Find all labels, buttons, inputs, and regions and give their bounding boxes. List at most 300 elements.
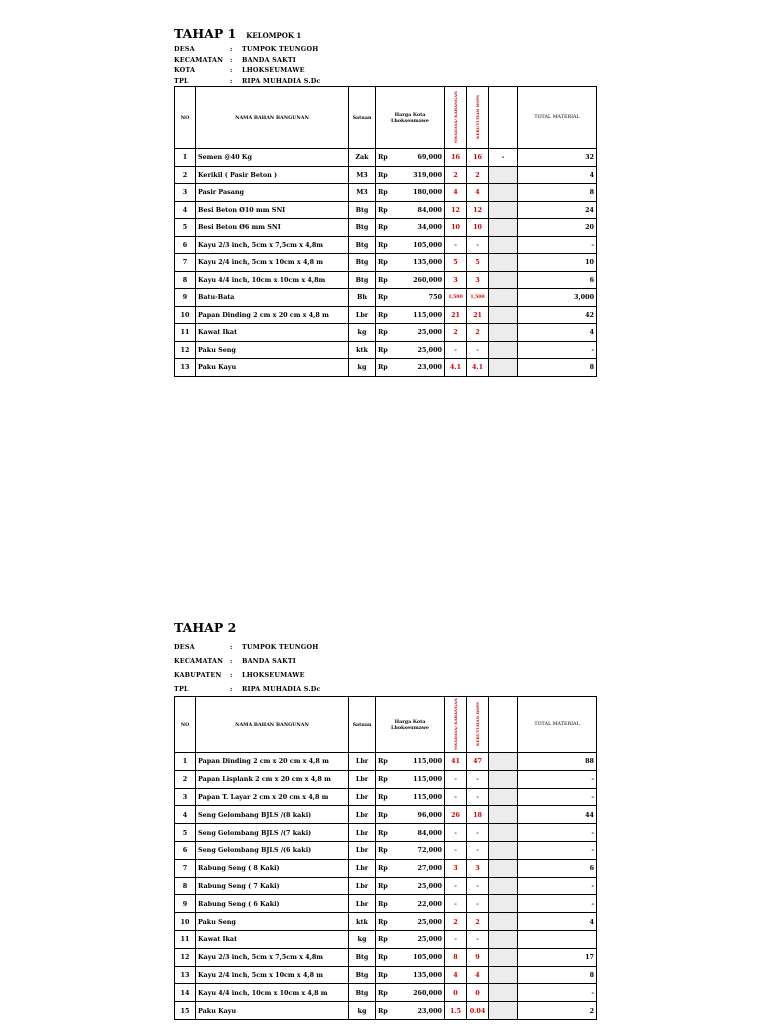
row-satuan: Lbr (349, 306, 376, 324)
row-extra (489, 806, 518, 824)
row-currency: Rp (376, 841, 390, 859)
row-currency: Rp (376, 966, 390, 984)
row-material-name: Rabung Seng ( 7 Kaki) (196, 877, 349, 895)
row-kebutuhan: 21 (467, 306, 489, 324)
row-satuan: kg (349, 930, 376, 948)
row-swadaya: - (445, 824, 467, 842)
row-kebutuhan: 3 (467, 859, 489, 877)
row-extra (489, 201, 518, 219)
row-swadaya: - (445, 770, 467, 788)
row-material-name: Papan Dinding 2 cm x 20 cm x 4,8 m (196, 753, 349, 771)
row-extra (489, 948, 518, 966)
row-extra (489, 984, 518, 1002)
row-price: 105,000 (390, 236, 445, 254)
row-satuan: M3 (349, 184, 376, 202)
table-row (175, 166, 597, 184)
row-no: 10 (175, 306, 196, 324)
table-header-row (175, 697, 597, 753)
row-kebutuhan: 4 (467, 184, 489, 202)
row-satuan: Btg (349, 219, 376, 237)
tahap-1-meta (174, 44, 596, 86)
row-no: 1 (175, 149, 196, 167)
row-currency: Rp (376, 930, 390, 948)
table-row (175, 788, 597, 806)
row-material-name: Kayu 2/4 inch, 5cm x 10cm x 4,8 m (196, 966, 349, 984)
row-satuan: ktk (349, 913, 376, 931)
table-body-1 (175, 87, 597, 377)
table-body-2 (175, 697, 597, 1020)
row-swadaya: 16 (445, 149, 467, 167)
row-extra (489, 341, 518, 359)
header-name: NAMA BAHAN BANGUNAN (196, 87, 349, 149)
row-no: 7 (175, 254, 196, 272)
row-satuan: Btg (349, 966, 376, 984)
table-row (175, 236, 597, 254)
row-total: - (518, 788, 597, 806)
row-swadaya: 10 (445, 219, 467, 237)
row-satuan: Lbr (349, 753, 376, 771)
row-currency: Rp (376, 788, 390, 806)
row-material-name: Papan T. Layar 2 cm x 20 cm x 4,8 m (196, 788, 349, 806)
row-price: 25,000 (390, 341, 445, 359)
row-extra (489, 236, 518, 254)
row-total: 17 (518, 948, 597, 966)
row-total: - (518, 984, 597, 1002)
materials-table-1 (174, 86, 597, 377)
row-no: 5 (175, 824, 196, 842)
row-extra (489, 770, 518, 788)
row-total: 6 (518, 271, 597, 289)
row-no: 10 (175, 913, 196, 931)
header-satuan: Satuan (349, 697, 376, 753)
row-swadaya: 0 (445, 984, 467, 1002)
row-no: 8 (175, 877, 196, 895)
row-satuan: Btg (349, 254, 376, 272)
row-currency: Rp (376, 877, 390, 895)
row-currency: Rp (376, 184, 390, 202)
row-total: - (518, 236, 597, 254)
row-extra (489, 184, 518, 202)
table-row (175, 770, 597, 788)
row-total: 20 (518, 219, 597, 237)
row-swadaya: 2 (445, 913, 467, 931)
row-satuan: Zak (349, 149, 376, 167)
row-currency: Rp (376, 271, 390, 289)
meta-label: KECAMATAN (174, 55, 224, 64)
row-swadaya: 4 (445, 966, 467, 984)
table-row (175, 895, 597, 913)
meta-label: KOTA (174, 66, 196, 75)
row-extra (489, 877, 518, 895)
row-extra (489, 966, 518, 984)
row-total: 6 (518, 859, 597, 877)
tahap-1-title-row (174, 26, 596, 44)
header-harga: Harga Kota Lhokseumawe (376, 697, 445, 753)
row-extra (489, 219, 518, 237)
meta-label: TPL (174, 76, 189, 85)
row-no: 2 (175, 770, 196, 788)
row-material-name: Rabung Seng ( 6 Kaki) (196, 895, 349, 913)
row-no: 14 (175, 984, 196, 1002)
table-row (175, 841, 597, 859)
meta-value: TUMPOK TEUNGOH (242, 643, 319, 651)
row-currency: Rp (376, 984, 390, 1002)
row-swadaya: - (445, 788, 467, 806)
row-satuan: kg (349, 359, 376, 377)
row-price: 115,000 (390, 306, 445, 324)
row-kebutuhan: 5 (467, 254, 489, 272)
header-total: TOTAL MATERIAL (518, 697, 597, 753)
row-currency: Rp (376, 341, 390, 359)
table-row (175, 984, 597, 1002)
row-swadaya: 4 (445, 184, 467, 202)
table-row (175, 289, 597, 307)
meta-colon: : (230, 66, 233, 75)
row-price: 84,000 (390, 824, 445, 842)
row-satuan: Lbr (349, 895, 376, 913)
row-satuan: Btg (349, 236, 376, 254)
row-kebutuhan: - (467, 236, 489, 254)
row-total: 4 (518, 166, 597, 184)
row-currency: Rp (376, 1002, 390, 1020)
row-no: 4 (175, 806, 196, 824)
row-price: 23,000 (390, 1002, 445, 1020)
header-swadaya-text: SWADAYA/ KABANGAN (453, 90, 459, 143)
row-price: 115,000 (390, 788, 445, 806)
row-extra (489, 930, 518, 948)
row-currency: Rp (376, 948, 390, 966)
meta-value: RIPA MUHADIA S.Dc (242, 685, 321, 693)
meta-colon: : (230, 643, 233, 651)
row-extra (489, 306, 518, 324)
row-kebutuhan: 47 (467, 753, 489, 771)
row-extra (489, 913, 518, 931)
row-total: - (518, 895, 597, 913)
row-material-name: Besi Beton Ø6 mm SNI (196, 219, 349, 237)
row-kebutuhan: - (467, 824, 489, 842)
row-currency: Rp (376, 359, 390, 377)
header-kebutuhan (467, 87, 489, 149)
row-no: 11 (175, 324, 196, 342)
row-swadaya: - (445, 877, 467, 895)
row-satuan: kg (349, 324, 376, 342)
row-price: 260,000 (390, 984, 445, 1002)
header-kebutuhan-text: KEBUTUHAN BSPS (475, 701, 481, 746)
row-material-name: Paku Seng (196, 341, 349, 359)
row-kebutuhan: 0.04 (467, 1002, 489, 1020)
row-price: 105,000 (390, 948, 445, 966)
row-satuan: Bh (349, 289, 376, 307)
row-extra (489, 359, 518, 377)
header-total: TOTAL MATERIAL (518, 87, 597, 149)
meta-colon: : (230, 671, 233, 679)
row-currency: Rp (376, 913, 390, 931)
table-row (175, 219, 597, 237)
table-row (175, 254, 597, 272)
row-price: 115,000 (390, 770, 445, 788)
meta-value: BANDA SAKTI (242, 657, 296, 665)
row-satuan: Btg (349, 984, 376, 1002)
meta-colon: : (230, 55, 233, 64)
row-no: 12 (175, 341, 196, 359)
row-extra (489, 788, 518, 806)
table-row (175, 149, 597, 167)
tahap-1-title: TAHAP 1 (174, 26, 237, 41)
row-extra (489, 841, 518, 859)
row-price: 23,000 (390, 359, 445, 377)
row-currency: Rp (376, 236, 390, 254)
row-satuan: Lbr (349, 788, 376, 806)
row-total: 8 (518, 359, 597, 377)
row-no: 1 (175, 753, 196, 771)
header-no: NO (175, 87, 196, 149)
row-swadaya: - (445, 341, 467, 359)
meta-label: DESA (174, 643, 195, 651)
table-row (175, 930, 597, 948)
table-row (175, 271, 597, 289)
row-no: 9 (175, 289, 196, 307)
row-price: 25,000 (390, 324, 445, 342)
materials-table-2 (174, 696, 597, 1020)
row-no: 3 (175, 184, 196, 202)
row-kebutuhan: - (467, 788, 489, 806)
row-currency: Rp (376, 324, 390, 342)
row-kebutuhan: 3 (467, 271, 489, 289)
row-swadaya: - (445, 895, 467, 913)
row-kebutuhan: - (467, 841, 489, 859)
meta-colon: : (230, 657, 233, 665)
row-material-name: Besi Beton Ø10 mm SNI (196, 201, 349, 219)
row-extra (489, 166, 518, 184)
row-kebutuhan: 9 (467, 948, 489, 966)
meta-label: TPL (174, 685, 189, 693)
row-kebutuhan: 4 (467, 966, 489, 984)
row-total: 2 (518, 1002, 597, 1020)
table-row (175, 1002, 597, 1020)
row-no: 12 (175, 948, 196, 966)
table-row (175, 948, 597, 966)
row-extra (489, 271, 518, 289)
row-material-name: Kawat Ikat (196, 324, 349, 342)
row-extra (489, 859, 518, 877)
row-no: 2 (175, 166, 196, 184)
row-no: 6 (175, 841, 196, 859)
row-price: 750 (390, 289, 445, 307)
row-swadaya: - (445, 841, 467, 859)
table-row (175, 306, 597, 324)
table-header-row (175, 87, 597, 149)
row-extra (489, 753, 518, 771)
header-kebutuhan (467, 697, 489, 753)
row-currency: Rp (376, 166, 390, 184)
row-extra (489, 324, 518, 342)
row-swadaya: 4.1 (445, 359, 467, 377)
tahap-1-section (174, 26, 596, 377)
row-satuan: M3 (349, 166, 376, 184)
row-material-name: Seng Gelombang BJLS /(8 kaki) (196, 806, 349, 824)
row-material-name: Paku Kayu (196, 1002, 349, 1020)
table-row (175, 966, 597, 984)
row-kebutuhan: 2 (467, 166, 489, 184)
table-row (175, 184, 597, 202)
meta-colon: : (230, 685, 233, 693)
row-kebutuhan: 1,500 (467, 289, 489, 307)
row-total: 4 (518, 913, 597, 931)
header-name: NAMA BAHAN BANGUNAN (196, 697, 349, 753)
row-swadaya: 8 (445, 948, 467, 966)
table-row (175, 877, 597, 895)
row-currency: Rp (376, 289, 390, 307)
row-satuan: Btg (349, 271, 376, 289)
row-total: - (518, 341, 597, 359)
tahap-2-title: TAHAP 2 (174, 620, 237, 635)
row-material-name: Kawat Ikat (196, 930, 349, 948)
row-total: 32 (518, 149, 597, 167)
row-material-name: Kayu 4/4 inch, 10cm x 10cm x 4,8 m (196, 984, 349, 1002)
row-currency: Rp (376, 824, 390, 842)
row-price: 72,000 (390, 841, 445, 859)
row-price: 27,000 (390, 859, 445, 877)
row-currency: Rp (376, 753, 390, 771)
meta-value: BANDA SAKTI (242, 55, 296, 64)
row-extra: - (489, 149, 518, 167)
row-satuan: Lbr (349, 824, 376, 842)
meta-row-kecamatan (174, 55, 596, 66)
row-swadaya: 2 (445, 166, 467, 184)
row-extra (489, 824, 518, 842)
row-swadaya: - (445, 236, 467, 254)
row-no: 9 (175, 895, 196, 913)
row-kebutuhan: 12 (467, 201, 489, 219)
tahap-2-title-row (174, 620, 596, 638)
row-no: 4 (175, 201, 196, 219)
meta-colon: : (230, 45, 233, 54)
row-price: 84,000 (390, 201, 445, 219)
row-satuan: Lbr (349, 841, 376, 859)
row-total: - (518, 824, 597, 842)
row-kebutuhan: 4.1 (467, 359, 489, 377)
row-no: 13 (175, 359, 196, 377)
header-swadaya (445, 697, 467, 753)
meta-colon: : (230, 76, 233, 85)
row-material-name: Seng Gelombang BJLS /(6 kaki) (196, 841, 349, 859)
row-satuan: Lbr (349, 859, 376, 877)
meta-row-tpl (174, 682, 596, 696)
row-material-name: Kayu 2/4 inch, 5cm x 10cm x 4,8 m (196, 254, 349, 272)
row-total: 3,000 (518, 289, 597, 307)
row-no: 15 (175, 1002, 196, 1020)
row-swadaya: 2 (445, 324, 467, 342)
row-price: 34,000 (390, 219, 445, 237)
row-no: 8 (175, 271, 196, 289)
row-satuan: Btg (349, 201, 376, 219)
row-price: 25,000 (390, 913, 445, 931)
row-kebutuhan: 2 (467, 324, 489, 342)
row-material-name: Kerikil ( Pasir Beton ) (196, 166, 349, 184)
row-swadaya: 21 (445, 306, 467, 324)
row-satuan: Lbr (349, 770, 376, 788)
header-satuan: Satuan (349, 87, 376, 149)
row-total: 8 (518, 184, 597, 202)
row-material-name: Batu-Bata (196, 289, 349, 307)
row-satuan: Lbr (349, 877, 376, 895)
row-swadaya: 1,500 (445, 289, 467, 307)
tahap-2-meta (174, 640, 596, 696)
row-currency: Rp (376, 859, 390, 877)
row-total: 42 (518, 306, 597, 324)
row-swadaya: 3 (445, 859, 467, 877)
row-swadaya: 3 (445, 271, 467, 289)
row-swadaya: 26 (445, 806, 467, 824)
row-total: - (518, 877, 597, 895)
header-swadaya (445, 87, 467, 149)
row-currency: Rp (376, 149, 390, 167)
row-extra (489, 1002, 518, 1020)
row-material-name: Paku Kayu (196, 359, 349, 377)
row-currency: Rp (376, 806, 390, 824)
row-satuan: Lbr (349, 806, 376, 824)
row-material-name: Kayu 4/4 inch, 10cm x 10cm x 4,8m (196, 271, 349, 289)
row-price: 25,000 (390, 877, 445, 895)
row-total: 4 (518, 324, 597, 342)
row-swadaya: 41 (445, 753, 467, 771)
meta-row-tpl (174, 76, 596, 87)
meta-row-kabupaten (174, 668, 596, 682)
row-no: 3 (175, 788, 196, 806)
table-row (175, 824, 597, 842)
row-no: 6 (175, 236, 196, 254)
header-no: NO (175, 697, 196, 753)
row-price: 135,000 (390, 966, 445, 984)
row-kebutuhan: - (467, 877, 489, 895)
row-total: 88 (518, 753, 597, 771)
row-currency: Rp (376, 254, 390, 272)
table-row (175, 341, 597, 359)
row-kebutuhan: - (467, 770, 489, 788)
row-currency: Rp (376, 895, 390, 913)
row-swadaya: - (445, 930, 467, 948)
row-kebutuhan: - (467, 930, 489, 948)
table-row (175, 806, 597, 824)
row-extra (489, 254, 518, 272)
row-total: - (518, 841, 597, 859)
meta-row-desa (174, 640, 596, 654)
row-material-name: Rabung Seng ( 8 Kaki) (196, 859, 349, 877)
row-kebutuhan: 16 (467, 149, 489, 167)
row-satuan: kg (349, 1002, 376, 1020)
row-kebutuhan: 0 (467, 984, 489, 1002)
row-price: 25,000 (390, 930, 445, 948)
row-no: 11 (175, 930, 196, 948)
table-row (175, 753, 597, 771)
row-price: 319,000 (390, 166, 445, 184)
row-material-name: Papan Dinding 2 cm x 20 cm x 4,8 m (196, 306, 349, 324)
row-swadaya: 5 (445, 254, 467, 272)
header-kebutuhan-text: KEBUTUHAN BSPS (475, 94, 481, 139)
row-material-name: Seng Gelombang BJLS /(7 kaki) (196, 824, 349, 842)
row-total: 24 (518, 201, 597, 219)
meta-label: KECAMATAN (174, 657, 224, 665)
row-currency: Rp (376, 219, 390, 237)
row-price: 115,000 (390, 753, 445, 771)
table-row (175, 359, 597, 377)
row-price: 135,000 (390, 254, 445, 272)
row-material-name: Semen @40 Kg (196, 149, 349, 167)
meta-label: DESA (174, 45, 195, 54)
row-currency: Rp (376, 306, 390, 324)
row-total: 44 (518, 806, 597, 824)
row-satuan: Btg (349, 948, 376, 966)
